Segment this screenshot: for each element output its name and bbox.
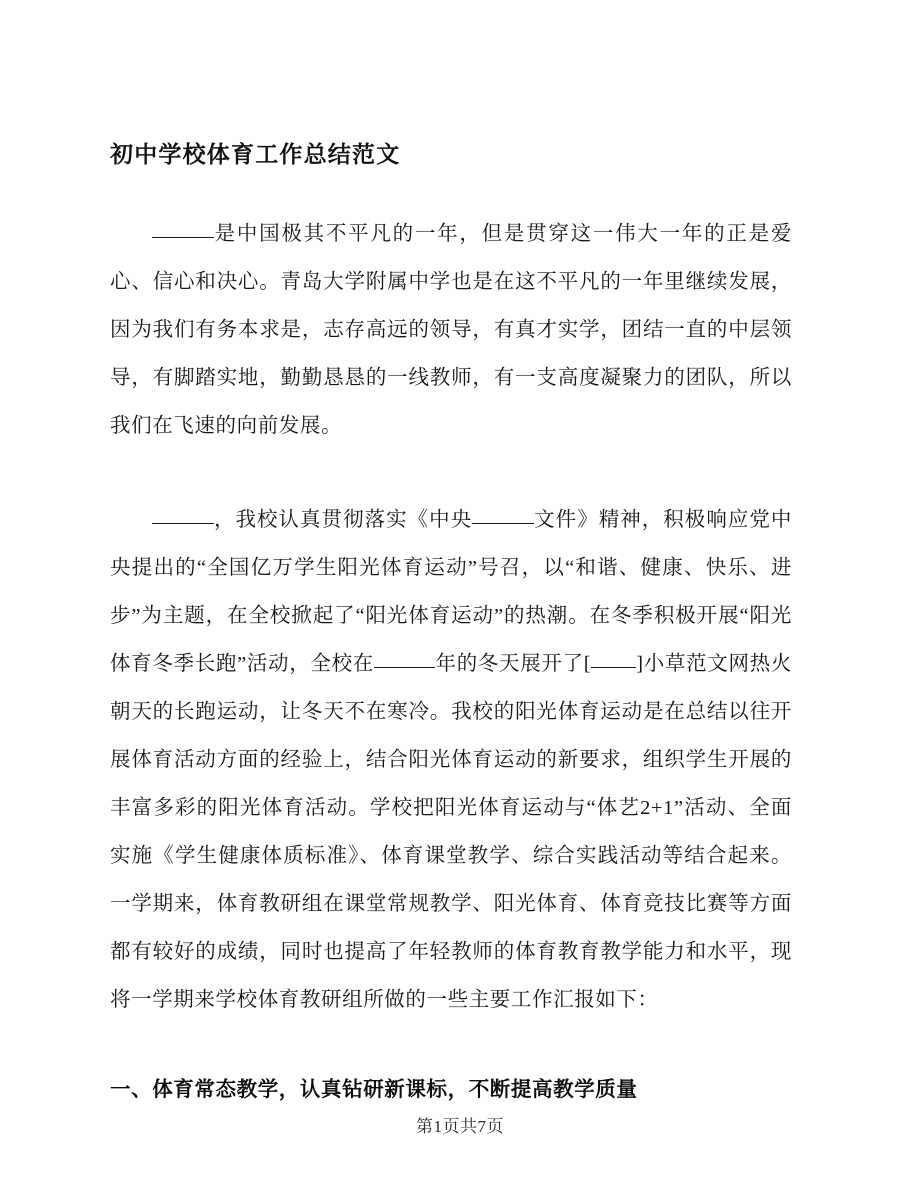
- page-title: 初中学校体育工作总结范文: [110, 142, 401, 167]
- paragraph-2-segment-4: ]小草范文网热火朝天的长跑运动，让冬天不在寒冷。我校的阳光体育运动是在总结以往开展体育活动方面的经验上，结合阳光体育运动的新要求，组织学生开展的丰富多彩的阳光体育活动。学校把阳光体育运动与“体艺2+1”活动、全面实施《学生健康体质标准》、体育课堂教学、综合实践活动等结合起来。一学期来，体育教研组在课堂常规教学、阳光体育、体育竞技比赛等方面都有较好的成绩，同时也提高了年轻教师的体育教育教学能力和水平，现将一学期来学校体育教研组所做的一些主要工作汇报如下：: [110, 653, 792, 1011]
- paragraph-2: [110, 496, 792, 1024]
- fill-in-blank: [591, 667, 636, 668]
- paragraph-2-segment-2: 文件》精神，积极响应党中央提出的“全国亿万学生阳光体育运动”号召，以“和谐、健康、快乐、进步”为主题，在全校掀起了“阳光体育运动”的热潮。在冬季积极开展“阳光体育冬季长跑”活动，全校在: [110, 509, 792, 675]
- fill-in-blank: [472, 523, 534, 524]
- paragraph-2-segment-1: ，我校认真贯彻落实《中央: [213, 509, 473, 531]
- fill-in-blank: [374, 667, 436, 668]
- section-heading-1: 一、体育常态教学，认真钻研新课标，不断提高教学质量: [110, 1079, 638, 1101]
- paragraph-1: [110, 210, 792, 450]
- fill-in-blank: [152, 523, 214, 524]
- fill-in-blank: [152, 237, 214, 238]
- document-body: [110, 0, 792, 1114]
- paragraph-2-segment-3: 年的冬天展开了[: [435, 653, 592, 675]
- paragraph-1-text: 是中国极其不平凡的一年，但是贯穿这一伟大一年的正是爱心、信心和决心。青岛大学附属中学也是在这不平凡的一年里继续发展，因为我们有务本求是，志存高远的领导，有真才实学，团结一直的中层领导，有脚踏实地，勤勤恳恳的一线教师，有一支高度凝聚力的团队，所以我们在飞速的向前发展。: [110, 223, 792, 437]
- page-footer: 第1页共7页: [416, 1117, 504, 1136]
